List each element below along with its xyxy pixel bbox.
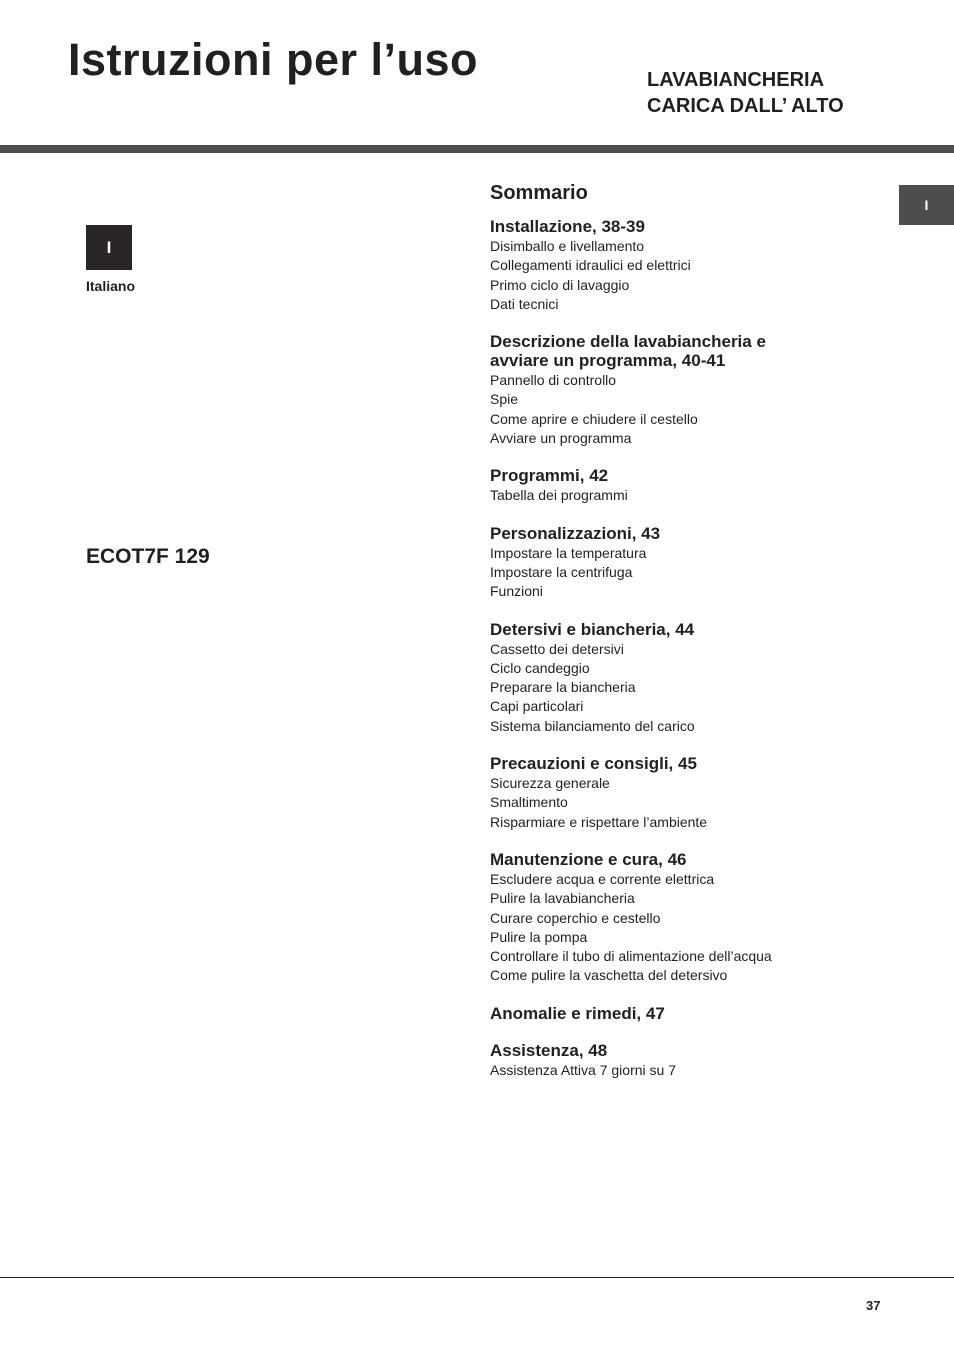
toc-section-title: Programmi, 42 bbox=[490, 466, 609, 486]
toc-item: Ciclo candeggio bbox=[490, 659, 590, 676]
toc-section-programmi bbox=[490, 466, 890, 505]
toc-section-manutenzione bbox=[490, 850, 890, 986]
toc-section-title: Assistenza, 48 bbox=[490, 1040, 608, 1060]
language-side-tab: I bbox=[899, 185, 954, 225]
toc-item: Pulire la pompa bbox=[490, 928, 588, 945]
toc-section-title: Personalizzazioni, 43 bbox=[490, 523, 661, 543]
toc-item: Pannello di controllo bbox=[490, 372, 617, 389]
toc-item: Collegamenti idraulici ed elettrici bbox=[490, 257, 691, 274]
toc-section-title: Descrizione della lavabiancheria e bbox=[490, 332, 766, 352]
language-name: Italiano bbox=[86, 278, 136, 294]
toc-section-assistenza bbox=[490, 1041, 890, 1080]
toc-section-descrizione bbox=[490, 332, 890, 448]
toc-item: Avviare un programma bbox=[490, 430, 632, 447]
toc-item: Assistenza Attiva 7 giorni su 7 bbox=[490, 1061, 676, 1078]
header-divider-bar bbox=[0, 145, 954, 153]
toc-section-title: Installazione, 38-39 bbox=[490, 217, 645, 236]
toc-item: Sicurezza generale bbox=[490, 775, 610, 792]
toc-item: Risparmiare e rispettare l’ambiente bbox=[490, 813, 708, 830]
toc-item: Funzioni bbox=[490, 583, 543, 600]
toc-item: Primo ciclo di lavaggio bbox=[490, 276, 630, 293]
toc-item: Come aprire e chiudere il cestello bbox=[490, 410, 698, 427]
toc-item: Sistema bilanciamento del carico bbox=[490, 717, 695, 734]
product-type bbox=[647, 67, 844, 119]
toc-item: Spie bbox=[490, 391, 519, 408]
toc-item: Controllare il tubo di alimentazione dell’acqua bbox=[490, 948, 772, 965]
table-of-contents bbox=[490, 180, 890, 1098]
toc-section-precauzioni bbox=[490, 754, 890, 832]
toc-item: Dati tecnici bbox=[490, 295, 559, 312]
model-number: ECOT7F 129 bbox=[86, 545, 210, 568]
toc-section-title: Precauzioni e consigli, 45 bbox=[490, 754, 697, 774]
toc-item: Curare coperchio e cestello bbox=[490, 909, 661, 926]
toc-item: Impostare la centrifuga bbox=[490, 563, 633, 580]
toc-section-title: avviare un programma, 40-41 bbox=[490, 351, 726, 371]
toc-item: Impostare la temperatura bbox=[490, 544, 647, 561]
toc-section-title: Anomalie e rimedi, 47 bbox=[490, 1003, 665, 1023]
toc-item: Pulire la lavabiancheria bbox=[490, 890, 635, 907]
toc-item: Preparare la biancheria bbox=[490, 679, 636, 696]
page-number: 37 bbox=[866, 1298, 881, 1313]
toc-item: Come pulire la vaschetta del detersivo bbox=[490, 967, 728, 984]
toc-section-title: Manutenzione e cura, 46 bbox=[490, 849, 687, 869]
toc-item: Capi particolari bbox=[490, 698, 584, 715]
language-code-box: I bbox=[86, 225, 132, 270]
toc-heading: Sommario bbox=[490, 182, 588, 204]
toc-item: Escludere acqua e corrente elettrica bbox=[490, 870, 715, 887]
toc-section-installazione bbox=[490, 217, 890, 314]
toc-item: Smaltimento bbox=[490, 794, 568, 811]
toc-item: Cassetto dei detersivi bbox=[490, 640, 624, 657]
product-type-line: LAVABIANCHERIA bbox=[647, 69, 825, 91]
document-title: Istruzioni per l’uso bbox=[68, 34, 479, 85]
toc-section-personalizzazioni bbox=[490, 524, 890, 602]
toc-item: Disimballo e livellamento bbox=[490, 238, 645, 254]
toc-section-anomalie bbox=[490, 1004, 890, 1023]
footer-divider bbox=[0, 1277, 954, 1278]
toc-item: Tabella dei programmi bbox=[490, 487, 628, 504]
product-type-line: CARICA DALL’ ALTO bbox=[647, 95, 844, 117]
toc-section-detersivi bbox=[490, 620, 890, 736]
toc-section-title: Detersivi e biancheria, 44 bbox=[490, 619, 695, 639]
